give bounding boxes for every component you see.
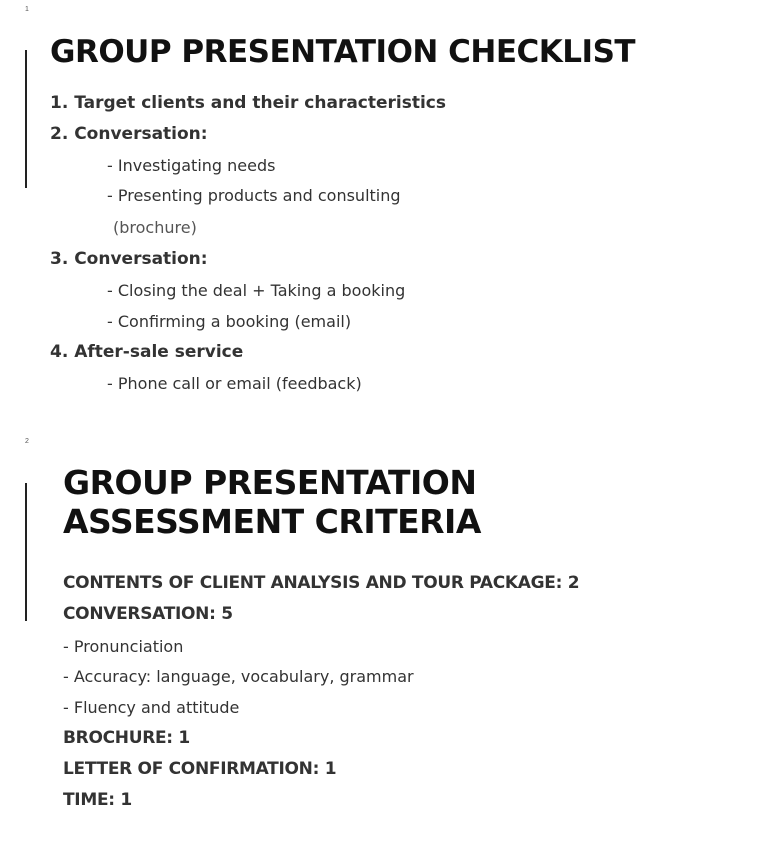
checklist-note-brochure: (brochure) (113, 218, 197, 237)
slide-accent-bar (25, 483, 27, 621)
checklist-item-conversation-2: 3. Conversation: (50, 249, 208, 269)
checklist-subitem-presenting-products: - Presenting products and consulting (107, 186, 401, 205)
checklist-subitem-closing-deal: - Closing the deal + Taking a booking (107, 281, 406, 300)
checklist-item-target-clients: 1. Target clients and their characteristics (50, 93, 447, 113)
checklist-subitem-phone-call: - Phone call or email (feedback) (107, 374, 362, 393)
criteria-letter-of-confirmation: LETTER OF CONFIRMATION: 1 (63, 759, 337, 779)
criteria-subitem-fluency: - Fluency and attitude (63, 698, 240, 717)
slide-title (63, 463, 481, 541)
criteria-subitem-accuracy: - Accuracy: language, vocabulary, grammar (63, 667, 414, 686)
checklist-subitem-investigating-needs: - Investigating needs (107, 156, 276, 175)
criteria-time: TIME: 1 (63, 790, 132, 810)
checklist-subitem-confirming-booking: - Confirming a booking (email) (107, 312, 352, 331)
checklist-item-after-sale: 4. After-sale service (50, 342, 244, 362)
slide-accent-bar (25, 50, 27, 188)
criteria-subitem-pronunciation: - Pronunciation (63, 637, 184, 656)
slide-number: 2 (25, 438, 29, 445)
criteria-brochure: BROCHURE: 1 (63, 728, 190, 748)
criteria-client-analysis: CONTENTS OF CLIENT ANALYSIS AND TOUR PACKAGE: 2 (63, 573, 580, 593)
slide-title-line-2: ASSESSMENT CRITERIA (63, 502, 481, 541)
slide-title: GROUP PRESENTATION CHECKLIST (50, 34, 636, 70)
checklist-item-conversation-1: 2. Conversation: (50, 124, 208, 144)
slide-number: 1 (25, 6, 29, 13)
slide-title-line-1: GROUP PRESENTATION (63, 463, 477, 502)
criteria-conversation: CONVERSATION: 5 (63, 604, 233, 624)
